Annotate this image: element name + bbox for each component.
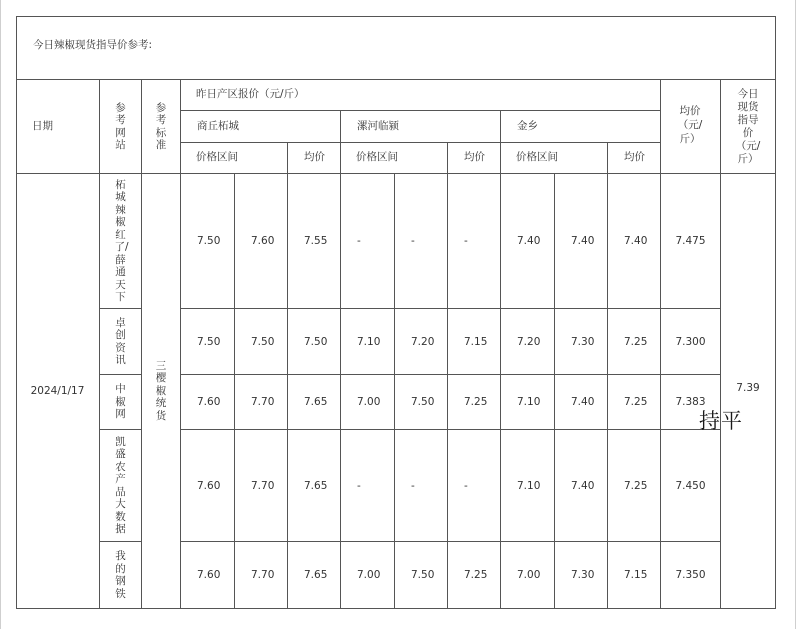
price-cell: 7.70	[251, 569, 275, 581]
avg-cell: 7.300	[675, 335, 706, 348]
price-cell: -	[411, 235, 415, 247]
price-cell: 7.65	[304, 479, 328, 492]
site-cell: 凯盛农产品大数据	[115, 435, 126, 535]
price-cell: 7.50	[197, 235, 221, 247]
header-range-3: 价格区间	[516, 151, 558, 163]
standard-cell: 三樱椒统货	[155, 359, 167, 422]
avg-cell: 7.475	[675, 235, 706, 247]
price-cell: 7.00	[517, 569, 541, 581]
price-cell: 7.65	[304, 396, 328, 408]
header-range-2: 价格区间	[356, 151, 398, 163]
price-cell: -	[464, 479, 468, 492]
price-cell: 7.30	[571, 335, 595, 348]
page-left-edge	[0, 0, 1, 629]
header-guide-price: 今日现货指导价（元/斤）	[735, 88, 761, 165]
price-cell: 7.40	[517, 235, 541, 247]
header-avg-unit: 均价（元/斤）	[677, 105, 703, 145]
price-cell: 7.10	[517, 396, 541, 408]
price-cell: 7.50	[411, 396, 435, 408]
table-caption: 今日辣椒现货指导价参考:	[33, 39, 153, 51]
header-standard: 参考标准	[155, 101, 167, 151]
price-cell: -	[411, 479, 415, 492]
price-cell: 7.50	[411, 569, 435, 581]
price-cell: 7.40	[624, 235, 648, 247]
price-cell: 7.10	[517, 479, 541, 492]
site-cell: 我的钢铁	[115, 550, 126, 600]
avg-cell: 7.383	[675, 396, 706, 408]
header-avg-2: 均价	[464, 151, 485, 163]
price-cell: 7.40	[571, 396, 595, 408]
price-cell: 7.60	[251, 235, 275, 247]
header-line-sub	[180, 142, 661, 143]
price-cell: 7.25	[624, 335, 648, 348]
price-cell: 7.40	[571, 235, 595, 247]
price-cell: 7.30	[571, 569, 595, 581]
date-cell: 2024/1/17	[30, 385, 85, 397]
price-cell: 7.25	[624, 479, 648, 492]
price-cell: 7.50	[197, 335, 221, 348]
price-cell: -	[357, 235, 361, 247]
header-date: 日期	[32, 120, 53, 132]
price-cell: 7.50	[251, 335, 275, 348]
price-cell: 7.60	[197, 396, 221, 408]
header-avg-1: 均价	[304, 151, 325, 163]
site-cell: 柘城辣椒红了/薛通天下	[114, 178, 129, 303]
price-cell: 7.70	[251, 479, 275, 492]
header-region-1: 商丘柘城	[197, 120, 239, 132]
price-cell: 7.00	[357, 569, 381, 581]
price-cell: 7.10	[357, 335, 381, 348]
price-cell: 7.20	[517, 335, 541, 348]
price-cell: 7.00	[357, 396, 381, 408]
col-line-guide	[720, 79, 721, 609]
price-cell: 7.20	[411, 335, 435, 348]
header-region-2: 漯河临颍	[357, 120, 399, 132]
price-cell: 7.15	[464, 335, 488, 348]
price-cell: 7.70	[251, 396, 275, 408]
price-cell: 7.60	[197, 569, 221, 581]
price-cell: 7.50	[304, 335, 328, 348]
table-top-border	[16, 16, 776, 17]
table-right-border	[775, 16, 776, 609]
avg-cell: 7.450	[675, 479, 706, 492]
price-cell: -	[357, 479, 361, 492]
guide-price-value: 7.39	[736, 382, 760, 394]
price-cell: 7.25	[464, 396, 488, 408]
table-bottom-border	[16, 608, 776, 609]
price-cell: 7.40	[571, 479, 595, 492]
header-range-1: 价格区间	[196, 151, 238, 163]
header-region-3: 金乡	[517, 120, 538, 132]
price-cell: 7.55	[304, 235, 328, 247]
avg-cell: 7.350	[675, 569, 706, 581]
header-line-group	[180, 110, 661, 111]
header-site: 参考网站	[115, 101, 126, 151]
trend-stamp: 持平	[699, 409, 743, 433]
site-cell: 卓创资讯	[115, 316, 126, 366]
price-cell: 7.15	[624, 569, 648, 581]
price-cell: 7.65	[304, 569, 328, 581]
site-cell: 中椒网	[115, 383, 126, 421]
header-price-group: 昨日产区报价（元/斤）	[196, 88, 305, 100]
header-avg-3: 均价	[624, 151, 645, 163]
price-cell: 7.25	[624, 396, 648, 408]
page-right-edge	[795, 0, 796, 629]
price-cell: 7.25	[464, 569, 488, 581]
price-cell: 7.60	[197, 479, 221, 492]
price-cell: -	[464, 235, 468, 247]
